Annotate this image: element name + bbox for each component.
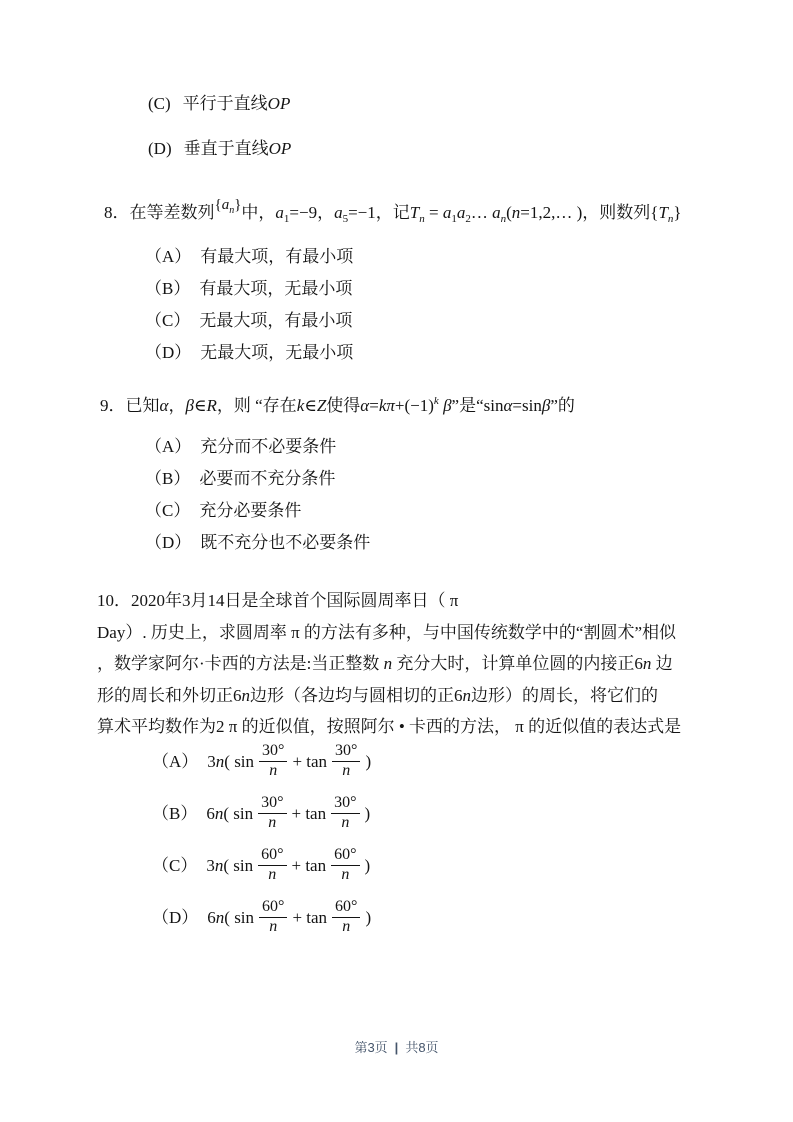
option-text: 充分而不必要条件 xyxy=(200,437,337,456)
option-text: 无最大项，有最小项 xyxy=(199,311,353,330)
fraction: $\frac{30^\circ}{n}$ xyxy=(331,795,359,832)
question8-option-c xyxy=(145,305,353,337)
current-page-label: 第3页 xyxy=(354,1040,388,1055)
option-text: 既不充分也不必要条件 xyxy=(200,533,371,552)
question9-option-a xyxy=(145,431,370,463)
total-pages-label: 共8页 xyxy=(405,1040,439,1055)
footer-separator: | xyxy=(394,1040,399,1055)
option-label: （D） xyxy=(145,533,192,552)
question9-options xyxy=(145,431,370,559)
question10-line-1: 10．2020年3月14日是全球首个国际圆周率日（ π xyxy=(97,591,459,610)
question7-option-d: (D) 垂直于直线OP xyxy=(148,139,292,158)
question8-option-a xyxy=(145,241,353,273)
question7-option-c: (C) 平行于直线OP xyxy=(148,94,291,113)
fraction: $\frac{60^\circ}{n}$ xyxy=(259,899,287,936)
question9-option-d xyxy=(145,527,370,559)
option-label: （B） xyxy=(145,469,191,488)
question9-option-b xyxy=(145,463,370,495)
page-footer xyxy=(0,1037,793,1056)
question10-line-2: Day）. 历史上，求圆周率 π 的方法有多种，与中国传统数学中的“割圆术”相似 xyxy=(97,623,676,642)
question9-option-c xyxy=(145,495,370,527)
option-formula: 3n( sin $\frac{30^\circ}{n}$ + tan $\frac{30^\circ}{n}$ ) xyxy=(207,741,372,779)
question10-option-b xyxy=(152,790,370,838)
option-text: 有最大项，无最小项 xyxy=(199,279,353,298)
question9-stem: 9．已知α，β∈R，则 “存在k∈Z使得$\alpha=k\pi+(-1)^k$ β”是“sinα=sinβ”的 xyxy=(100,395,575,415)
option-label: （D） xyxy=(152,908,199,927)
question10-line-3: ，数学家阿尔·卡西的方法是:当正整数 n 充分大时，计算单位圆的内接正6n 边 xyxy=(97,654,673,673)
question10-line-4: 形的周长和外切正6n边形（各边均与圆相切的正6n边形）的周长，将它们的 xyxy=(97,686,658,705)
question8-stem: 8．在等差数列$\{a^n\}$中，$a_1=-9$，$a_5=-1$，记$T_n$ = $a_1a_2\dots$ $a_n(n=1,2,\dots$ )，则数列$\{T_n\}$ xyxy=(104,197,682,225)
question10-option-a xyxy=(152,738,371,786)
fraction: $\frac{30^\circ}{n}$ xyxy=(258,795,286,832)
question10-option-d xyxy=(152,894,371,942)
option-label: （C） xyxy=(152,856,198,875)
question8-option-b xyxy=(145,273,353,305)
option-text: 有最大项，有最小项 xyxy=(200,247,354,266)
option-label: （C） xyxy=(145,501,191,520)
question8-options xyxy=(145,241,353,369)
fraction: $\frac{30^\circ}{n}$ xyxy=(332,743,360,780)
option-label: （A） xyxy=(145,247,192,266)
option-label: （A） xyxy=(152,752,199,771)
fraction: $\frac{30^\circ}{n}$ xyxy=(259,743,287,780)
option-label: （C） xyxy=(145,311,191,330)
question10-option-c xyxy=(152,842,370,890)
question8-option-d xyxy=(145,337,353,369)
option-label: （B） xyxy=(152,804,198,823)
option-label: （D） xyxy=(145,343,192,362)
option-formula: 6n( sin $\frac{30^\circ}{n}$ + tan $\frac{30^\circ}{n}$ ) xyxy=(206,793,371,831)
option-label: （A） xyxy=(145,437,192,456)
option-formula: 3n( sin $\frac{60^\circ}{n}$ + tan $\frac{60^\circ}{n}$ ) xyxy=(206,845,371,883)
fraction: $\frac{60^\circ}{n}$ xyxy=(258,847,286,884)
option-formula: 6n( sin $\frac{60^\circ}{n}$ + tan $\frac{60^\circ}{n}$ ) xyxy=(207,897,372,935)
question10-line-5: 算术平均数作为2 π 的近似值，按照阿尔 • 卡西的方法， π 的近似值的表达式是 xyxy=(97,717,682,736)
fraction: $\frac{60^\circ}{n}$ xyxy=(331,847,359,884)
option-text: 充分必要条件 xyxy=(199,501,302,520)
option-text: 无最大项，无最小项 xyxy=(200,343,354,362)
option-label: （B） xyxy=(145,279,191,298)
option-text: 必要而不充分条件 xyxy=(199,469,336,488)
fraction: $\frac{60^\circ}{n}$ xyxy=(332,899,360,936)
